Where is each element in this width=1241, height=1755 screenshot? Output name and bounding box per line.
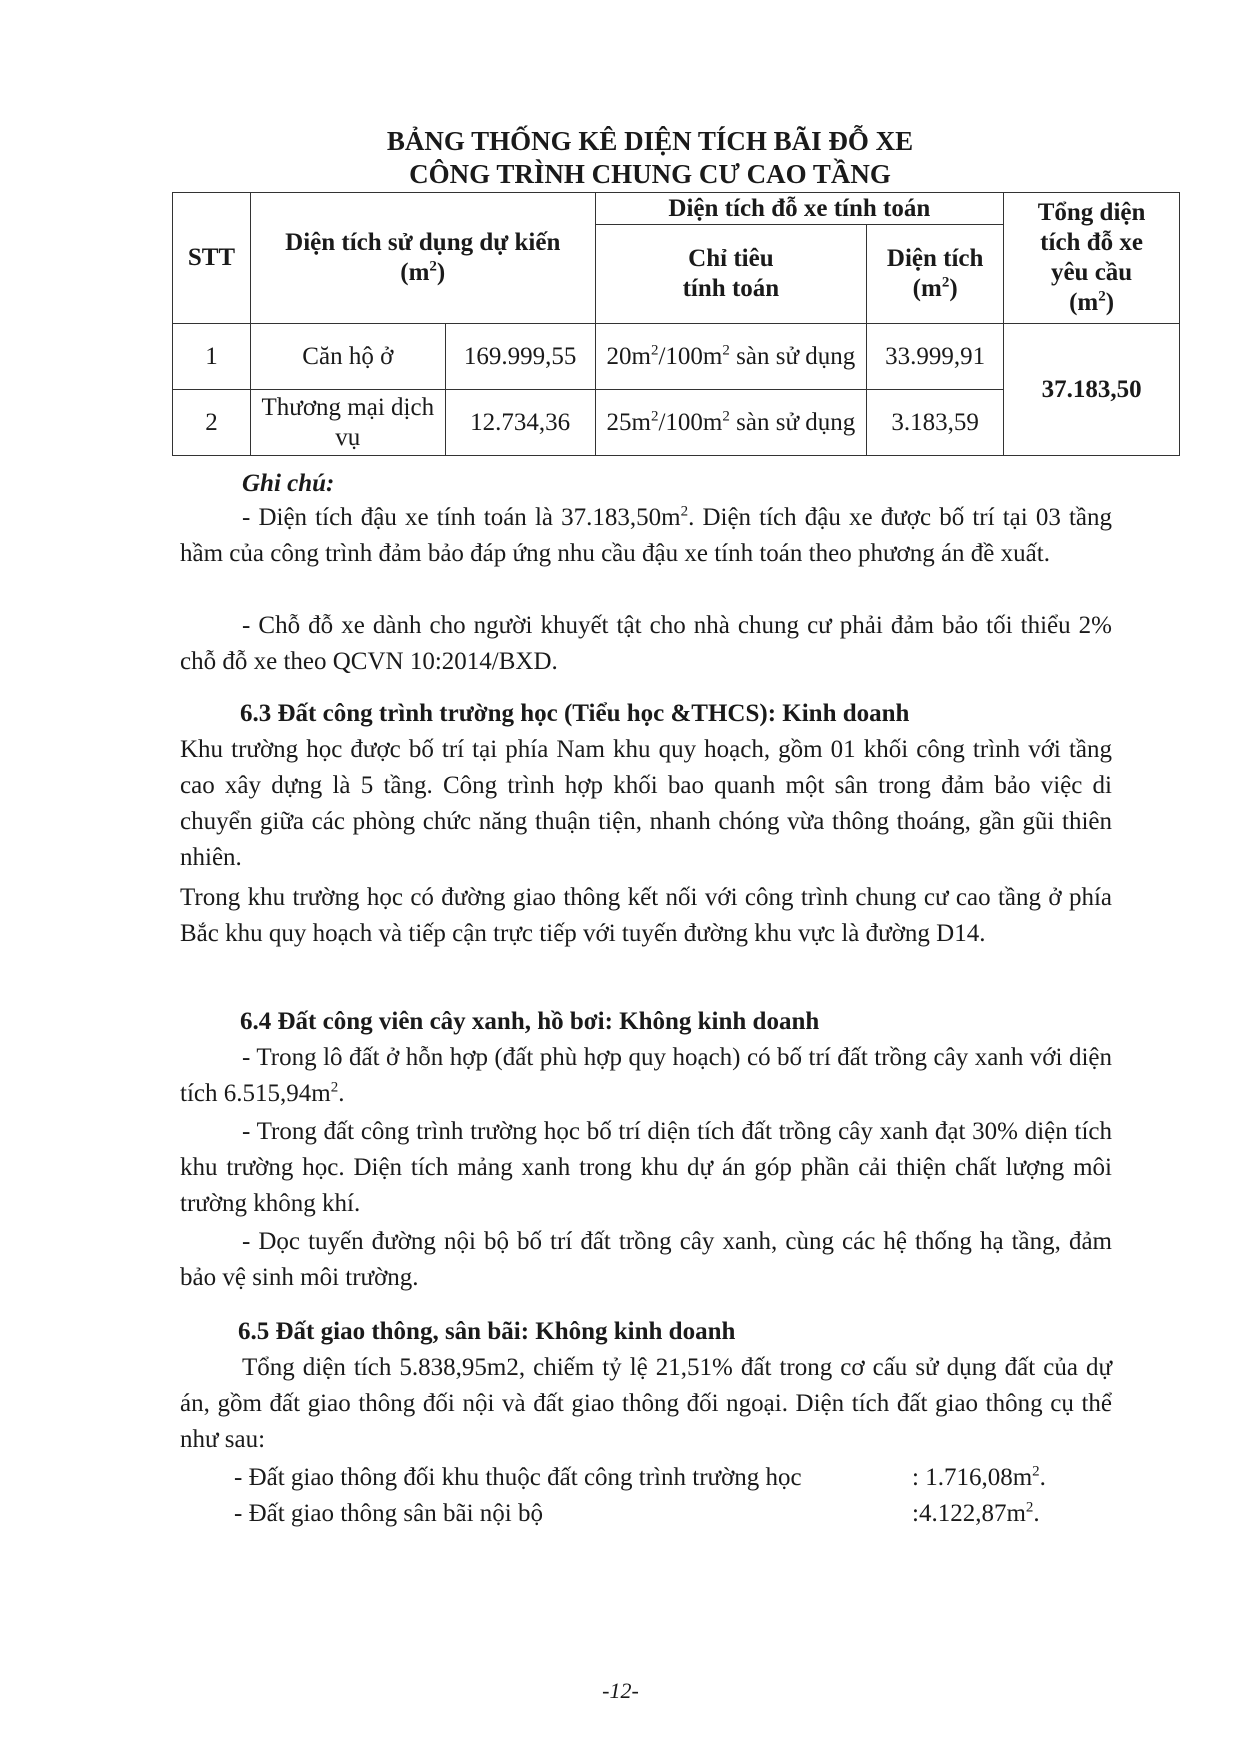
criteria-part-a: 20m	[606, 342, 651, 370]
traffic-item-1-label: - Đất giao thông đối khu thuộc đất công trình trường học	[234, 1464, 802, 1491]
criteria-sup-1: 2	[650, 342, 659, 359]
section-6-3-title: 6.3 Đất công trình trường học (Tiểu học &THCS): Kinh doanh	[240, 700, 910, 727]
section-6-3-paragraph-1: Khu trường học được bố trí tại phía Nam khu quy hoạch, gồm 01 khối công trình với tầng cao xây dựng là 5 tầng. Công trình hợp khối bao quanh một sân trong đảm bảo việc di chuyển giữa các phòng chức năng thuận tiện, nhanh chóng vừa thông thoáng, gần gũi thiên nhiên.	[180, 736, 1112, 871]
traffic-item-1-sup: 2	[1032, 1463, 1040, 1480]
parking-area-table	[172, 192, 1180, 456]
cell-area: 33.999,91	[867, 324, 1004, 390]
criteria-part-b: /100m	[658, 342, 723, 370]
note-1-part-b: . Diện tích đậu xe được bố trí tại 03 tầng hầm của công trình đảm bảo đáp ứng nhu cầu đậu xe tính toán theo phương án đề xuất.	[180, 504, 1112, 567]
criteria-sup-2: 2	[722, 408, 730, 425]
note-1-part-a: - Diện tích đậu xe tính toán là 37.183,50m	[242, 504, 681, 531]
header-total-line-3: yêu cầu	[1050, 259, 1133, 286]
bullet-1-part-a: - Trong lô đất ở hỗn hợp (đất phù hợp quy hoạch) có bố trí đất trồng cây xanh với diện tích 6.515,94m	[180, 1044, 1112, 1107]
table-title-line-1: BẢNG THỐNG KÊ DIỆN TÍCH BÃI ĐỖ XE	[386, 126, 914, 156]
note-title: Ghi chú:	[242, 470, 335, 497]
criteria-part-c: sàn sử dụng	[729, 408, 856, 436]
traffic-item-2-period: .	[1033, 1500, 1040, 1527]
note-1-sup: 2	[680, 503, 689, 520]
cell-used: 169.999,55	[445, 324, 595, 390]
header-area-used-label: Diện tích sử dụng dự kiến	[285, 229, 561, 256]
header-area	[867, 225, 1004, 324]
section-6-5-title: 6.5 Đất giao thông, sân bãi: Không kinh doanh	[238, 1318, 736, 1345]
cell-area: 3.183,59	[867, 390, 1004, 456]
cell-name: Căn hộ ở	[250, 324, 445, 390]
header-area-used-unit: (m	[400, 259, 430, 286]
traffic-item-2-value	[912, 1496, 1040, 1532]
header-area-used-sup: 2	[429, 258, 437, 275]
header-area-used-unit-close: )	[436, 259, 446, 286]
header-area-sup: 2	[941, 274, 950, 291]
traffic-item-1-number: : 1.716,08m	[912, 1464, 1033, 1491]
header-total-line-1: Tổng diện	[1037, 199, 1146, 226]
traffic-item-2-number: :4.122,87m	[912, 1500, 1026, 1527]
traffic-item-2-sup: 2	[1025, 1499, 1034, 1516]
table-title-line-2: CÔNG TRÌNH CHUNG CƯ CAO TẦNG	[409, 159, 891, 189]
section-6-4-bullet-1	[180, 1040, 1112, 1112]
header-criteria-line-1: Chỉ tiêu	[688, 245, 774, 272]
bullet-1-part-b: .	[338, 1080, 345, 1107]
criteria-part-a: 25m	[606, 408, 651, 436]
criteria-part-b: /100m	[658, 408, 723, 436]
header-area-used	[250, 193, 595, 324]
cell-used: 12.734,36	[445, 390, 595, 456]
page-number: -12-	[602, 1678, 639, 1703]
header-total	[1004, 193, 1180, 324]
header-stt: STT	[173, 193, 251, 324]
header-total-unit-close: )	[1105, 289, 1115, 316]
header-area-unit-close: )	[949, 275, 958, 302]
header-criteria-line-2: tính toán	[682, 275, 780, 302]
criteria-sup-2: 2	[722, 342, 730, 359]
header-total-line-2: tích đỗ xe	[1040, 229, 1143, 256]
header-total-sup: 2	[1098, 288, 1106, 305]
table-header-row-1	[173, 193, 1180, 225]
note-2: - Chỗ đỗ xe dành cho người khuyết tật cho nhà chung cư phải đảm bảo tối thiểu 2% chỗ đỗ xe theo QCVN 10:2014/BXD.	[180, 612, 1112, 675]
traffic-item-2-label: - Đất giao thông sân bãi nội bộ	[234, 1500, 543, 1527]
section-6-4-bullet-2: - Trong đất công trình trường học bố trí diện tích đất trồng cây xanh đạt 30% diện tích khu trường học. Diện tích mảng xanh trong khu dự án góp phần cải thiện chất lượng môi trường không khí.	[180, 1118, 1112, 1217]
traffic-item-1-value	[912, 1460, 1046, 1496]
header-area-unit: (m	[912, 275, 942, 302]
cell-total: 37.183,50	[1004, 324, 1180, 456]
header-area-label: Diện tích	[886, 245, 984, 272]
section-6-4-title: 6.4 Đất công viên cây xanh, hồ bơi: Không kinh doanh	[240, 1008, 820, 1035]
cell-name: Thương mại dịch vụ	[250, 390, 445, 456]
criteria-part-c: sàn sử dụng	[729, 342, 856, 370]
section-6-4-bullet-3: - Dọc tuyến đường nội bộ bố trí đất trồng cây xanh, cùng các hệ thống hạ tầng, đảm bảo vệ sinh môi trường.	[180, 1228, 1112, 1291]
note-1	[180, 500, 1112, 572]
traffic-item-1-period: .	[1039, 1464, 1046, 1491]
cell-stt: 2	[173, 390, 251, 456]
table-row	[173, 324, 1180, 390]
section-6-3-paragraph-2: Trong khu trường học có đường giao thông kết nối với công trình chung cư cao tầng ở phía Bắc khu quy hoạch và tiếp cận trực tiếp với tuyến đường khu vực là đường D14.	[180, 884, 1112, 947]
cell-criteria	[595, 390, 867, 456]
cell-stt: 1	[173, 324, 251, 390]
criteria-sup-1: 2	[650, 408, 659, 425]
header-calc-group: Diện tích đỗ xe tính toán	[595, 193, 1004, 225]
header-total-unit: (m	[1069, 289, 1099, 316]
cell-criteria	[595, 324, 867, 390]
section-6-5-paragraph: Tổng diện tích 5.838,95m2, chiếm tỷ lệ 21,51% đất trong cơ cấu sử dụng đất của dự án, gồm đất giao thông đối nội và đất giao thông đối ngoại. Diện tích đất giao thông cụ thể như sau:	[180, 1354, 1112, 1453]
bullet-1-sup: 2	[330, 1079, 339, 1096]
header-criteria	[595, 225, 867, 324]
